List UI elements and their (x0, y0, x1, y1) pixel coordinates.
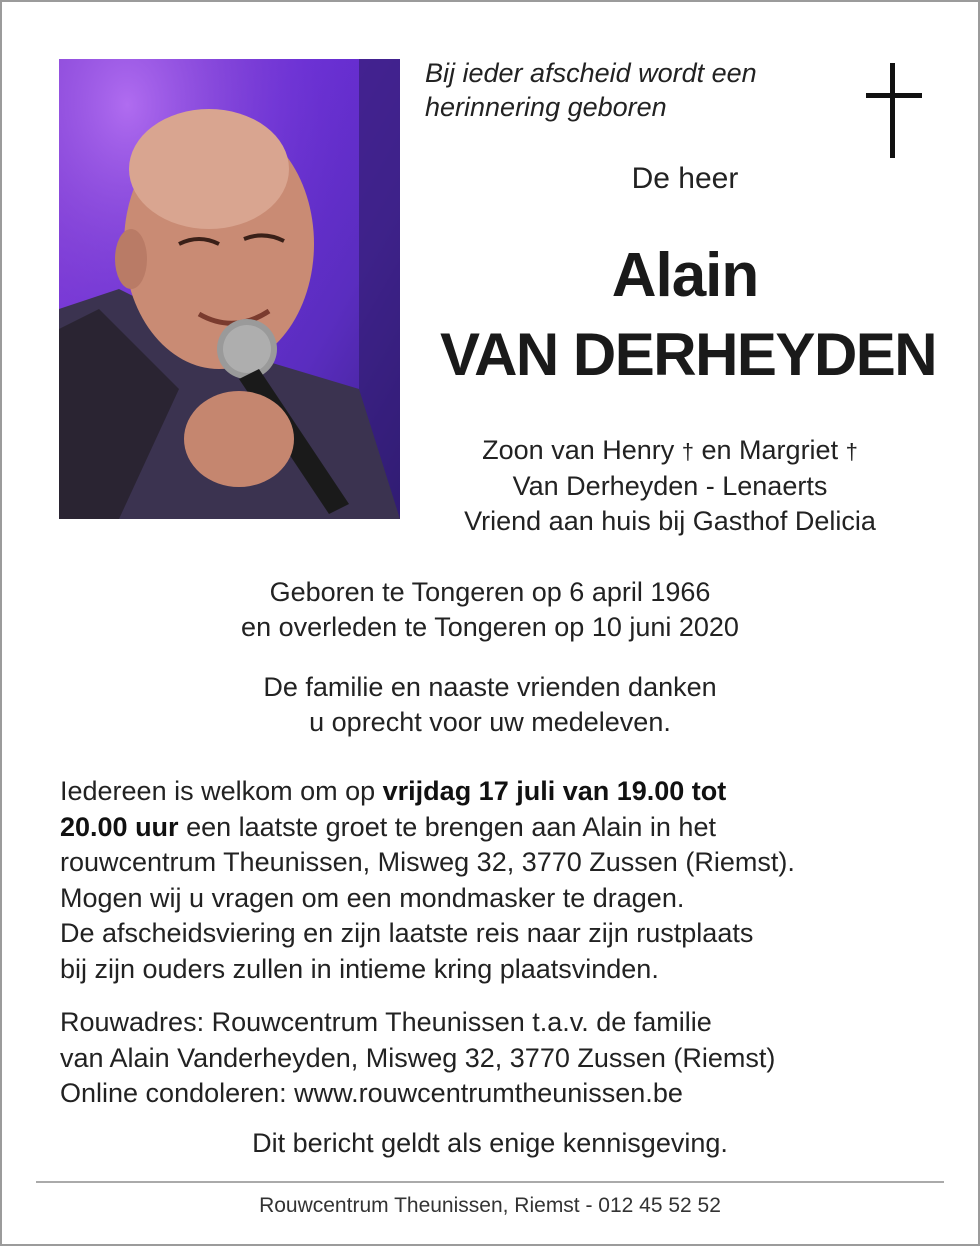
honorific: De heer (631, 162, 739, 195)
parents-text: en Margriet (694, 435, 846, 465)
visitation-line: rouwcentrum Theunissen, Misweg 32, 3770 Zussen (Riemst). (60, 847, 795, 877)
parents-text: Zoon van Henry (482, 435, 682, 465)
visitation-date: vrijdag 17 juli van 19.00 tot (382, 776, 727, 806)
motto-line: Bij ieder afscheid wordt een (425, 58, 757, 88)
condolence-line: Online condoleren: www.rouwcentrumtheunissen.be (60, 1078, 683, 1108)
cross-icon (866, 63, 922, 158)
visitation-line (60, 774, 940, 810)
visitation-info (60, 774, 940, 987)
visitation-line (60, 810, 940, 846)
address-line: Rouwadres: Rouwcentrum Theunissen t.a.v. de familie (60, 1007, 712, 1037)
mourning-address (60, 1005, 940, 1112)
motto-quote (425, 56, 757, 124)
parents-block (430, 433, 910, 539)
friend-line: Vriend aan huis bij Gasthof Delicia (464, 506, 876, 536)
portrait-photo (59, 59, 400, 519)
portrait-illustration (59, 59, 400, 519)
dagger-icon: † (681, 439, 695, 464)
visitation-time: 20.00 uur (60, 811, 179, 842)
divider (36, 1181, 944, 1183)
last-name: VAN DERHEYDEN (440, 321, 937, 388)
notice-text: Dit bericht geldt als enige kennisgeving. (252, 1128, 728, 1158)
thanks-line: u oprecht voor uw medeleven. (309, 707, 671, 737)
motto-line: herinnering geboren (425, 92, 667, 122)
thanks-message (140, 670, 840, 740)
life-dates (140, 575, 840, 645)
address-line: van Alain Vanderheyden, Misweg 32, 3770 Zussen (Riemst) (60, 1042, 776, 1073)
family-name-line: Van Derheyden - Lenaerts (512, 471, 828, 501)
visitation-line: Mogen wij u vragen om een mondmasker te dragen. (60, 882, 685, 913)
dagger-icon: † (845, 439, 858, 464)
parents-line (430, 433, 910, 469)
footer-contact: Rouwcentrum Theunissen, Riemst - 012 45 52 52 (259, 1194, 721, 1217)
visitation-text: Iedereen is welkom om op (60, 776, 383, 806)
visitation-line: De afscheidsviering en zijn laatste reis naar zijn rustplaats (60, 918, 754, 948)
thanks-line: De familie en naaste vrienden danken (263, 672, 717, 702)
visitation-text: een laatste groet te brengen aan Alain in het (178, 811, 716, 842)
visitation-line: bij zijn ouders zullen in intieme kring plaatsvinden. (60, 953, 659, 984)
death-line: en overleden te Tongeren op 10 juni 2020 (241, 612, 739, 642)
birth-line: Geboren te Tongeren op 6 april 1966 (269, 577, 711, 607)
first-name: Alain (611, 241, 759, 310)
